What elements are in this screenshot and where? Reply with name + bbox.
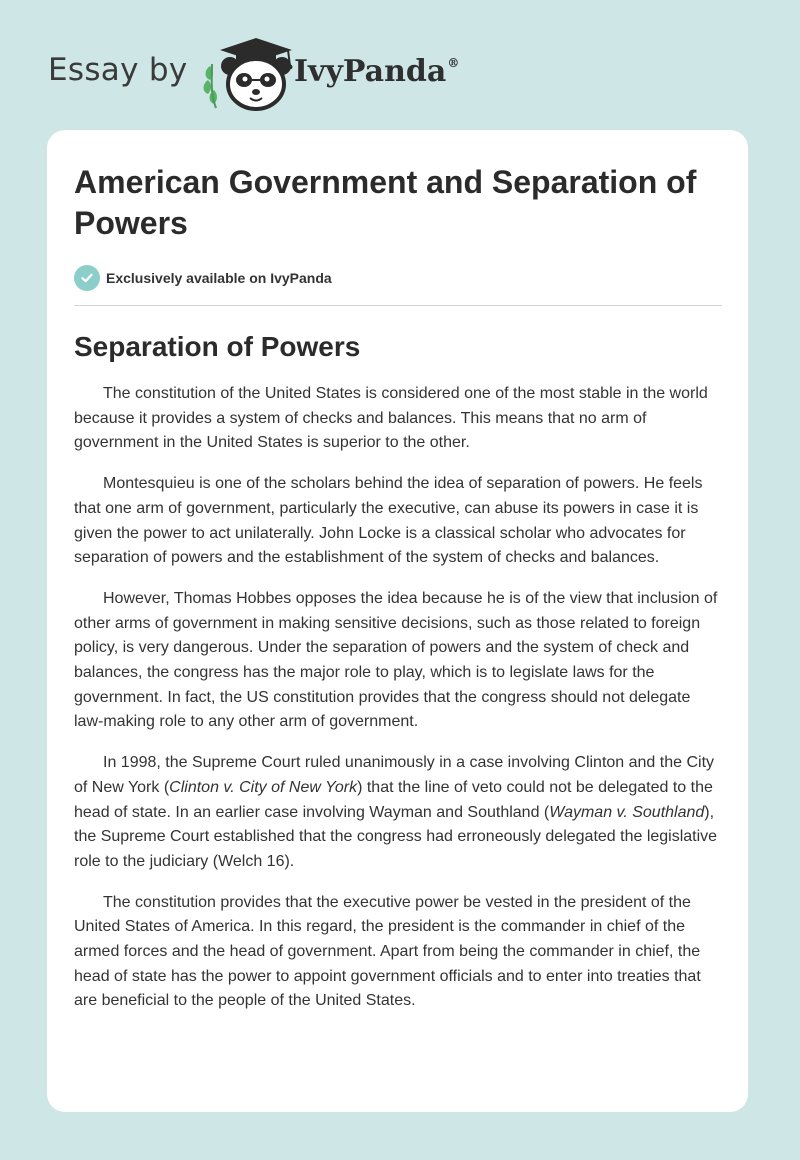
- paragraph-4: In 1998, the Supreme Court ruled unanimously in a case involving Clinton and the City of New York (Clinton v. City of New York) that the line of veto could not be delegated to the head of state. In an earlier case involving Wayman and Southland (Wayman v. Southland), the Supreme Court established that the congress had erroneously delegated the legislative role to the judiciary (Welch 16).: [74, 754, 718, 870]
- section-heading: Separation of Powers: [74, 331, 361, 362]
- exclusive-label: Exclusively available on IvyPanda: [106, 270, 332, 286]
- check-circle-icon: [74, 265, 100, 291]
- essay-card: [47, 130, 748, 1112]
- page-title: American Government and Separation of Powers: [74, 164, 697, 241]
- paragraph-1: The constitution of the United States is considered one of the most stable in the world because it provides a system of checks and balances. This means that no arm of government in the United States is superior to the other.: [74, 385, 708, 452]
- paragraph-2: Montesquieu is one of the scholars behind the idea of separation of powers. He feels that one arm of government, particularly the executive, can abuse its powers in case it is given the power to act unilaterally. John Locke is a classical scholar who advocates for separation of powers and the establishment of the system of checks and balances.: [74, 475, 703, 567]
- paragraph-5: The constitution provides that the executive power be vested in the president of the United States of America. In this regard, the president is the commander in chief of the armed forces and the head of government. Apart from being the commander in chief, the head of state has the power to appoint government officials and to enter into treaties that are beneficial to the people of the United States.: [74, 893, 701, 1010]
- brand-name[interactable]: IvyPanda®: [294, 54, 460, 89]
- case-citation: Wayman v. Southland: [549, 803, 705, 821]
- panda-logo-icon[interactable]: [200, 36, 300, 112]
- case-citation: Clinton v. City of New York: [169, 778, 358, 796]
- site-header: [48, 30, 608, 110]
- divider: [74, 305, 722, 306]
- registered-mark: ®: [447, 56, 460, 70]
- paragraph-3: However, Thomas Hobbes opposes the idea because he is of the view that inclusion of other arms of government in making sensitive decisions, such as those related to foreign policy, is very dangerous. Under the separation of powers and the system of check and balances, the congress has the major role to play, which is to legislate laws for the government. In fact, the US constitution provides that the congress should not delegate law-making role to any other arm of government.: [74, 589, 718, 731]
- essay-by-label: Essay by: [48, 52, 188, 88]
- exclusive-badge: [74, 264, 722, 292]
- essay-body: [74, 382, 722, 1014]
